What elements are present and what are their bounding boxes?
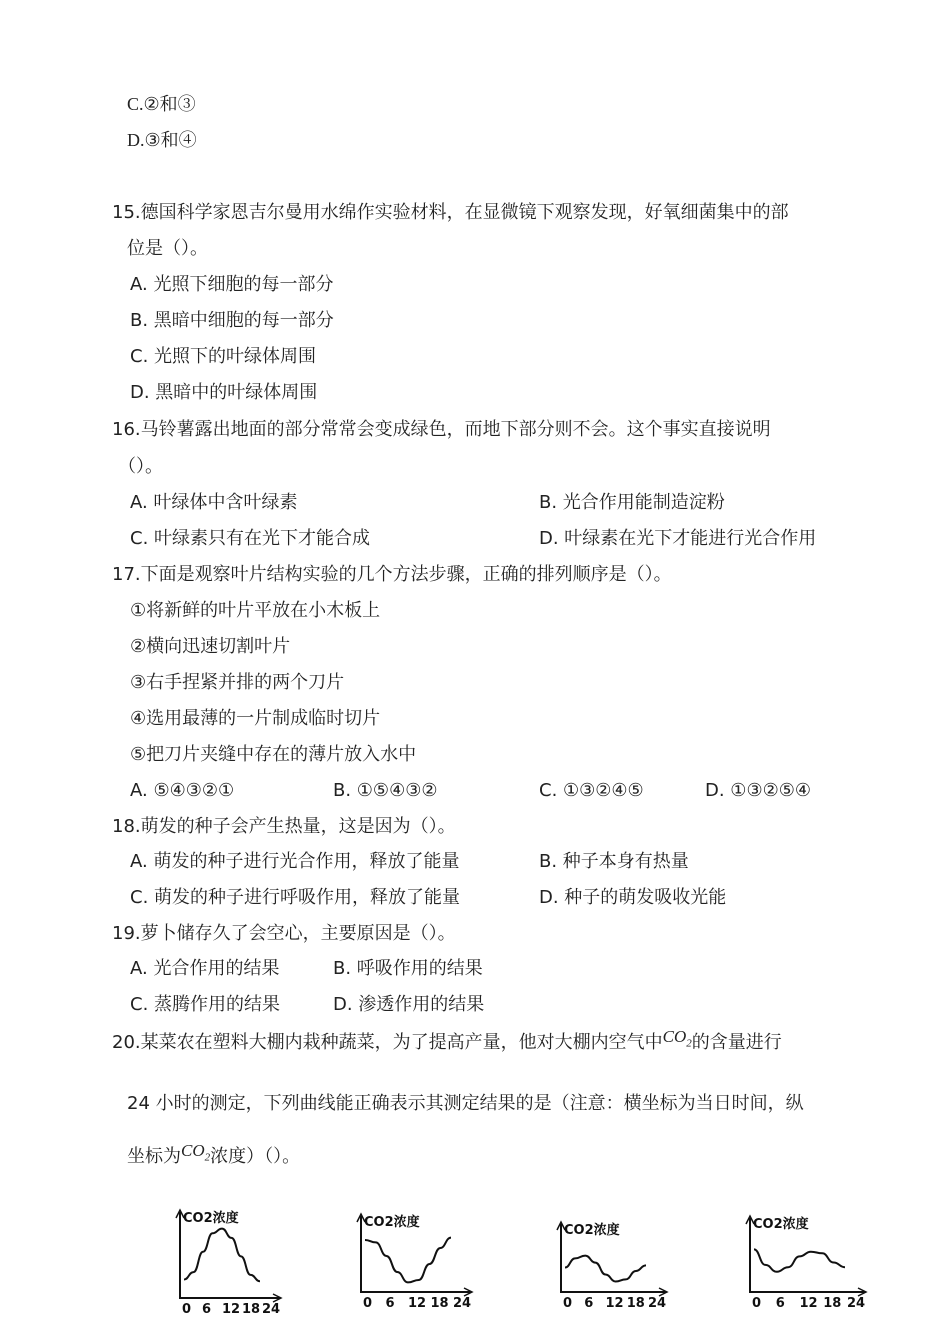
q14-option-d: D.③和④: [127, 130, 197, 150]
q20-line1-text-a: 20.某菜农在塑料大棚内栽种蔬菜，为了提高产量，他对大棚内空气中: [112, 1032, 663, 1053]
q18-stem: 18.萌发的种子会产生热量，这是因为（）。: [112, 816, 456, 837]
q18-option-c: C. 萌发的种子进行呼吸作用，释放了能量: [130, 887, 461, 908]
q16-option-c: C. 叶绿素只有在光下才能合成: [130, 528, 371, 549]
q16-stem-line2: （）。: [118, 456, 163, 477]
y-axis-label: CO2浓度: [183, 1211, 239, 1226]
q17-option-c: C. ①③②④⑤: [539, 780, 644, 801]
x-tick-label: 12: [222, 1302, 241, 1317]
x-tick-label: 0: [182, 1302, 192, 1317]
x-tick-label: 18: [430, 1296, 449, 1311]
x-tick-label: 24: [262, 1302, 281, 1317]
q14-option-c: C.②和③: [127, 94, 196, 114]
x-tick-label: 0: [752, 1296, 762, 1311]
q15-stem-line1: 15.德国科学家恩吉尔曼用水绵作实验材料，在显微镜下观察发现，好氧细菌集中的部: [112, 202, 789, 223]
q17-option-d: D. ①③②⑤④: [705, 780, 811, 801]
x-tick-label: 24: [453, 1296, 472, 1311]
q17-option-b: B. ①⑤④③②: [333, 780, 438, 801]
q16-option-a: A. 叶绿体中含叶绿素: [130, 492, 298, 513]
x-tick-label: 18: [823, 1296, 842, 1311]
q20-stem-line1: [112, 1027, 782, 1061]
q15-stem-line2: 位是（）。: [127, 238, 208, 259]
q16-stem-line1: 16.马铃薯露出地面的部分常常会变成绿色，而地下部分则不会。这个事实直接说明: [112, 419, 771, 440]
x-tick-label: 24: [648, 1296, 667, 1311]
co2-formula: $CO_2$: [662, 1027, 692, 1050]
co2-graph-b: [353, 1210, 483, 1315]
q20-stem-line2: 24 小时的测定，下列曲线能正确表示其测定结果的是（注意：横坐标为当日时间，纵: [127, 1093, 804, 1114]
q17-step-2: ②横向迅速切割叶片: [130, 636, 291, 657]
q19-option-b: B. 呼吸作用的结果: [333, 958, 483, 979]
x-tick-label: 18: [242, 1302, 261, 1317]
co2-curve: [565, 1256, 646, 1282]
q15-option-c: C. 光照下的叶绿体周围: [130, 346, 317, 367]
q20-stem-line3: [127, 1141, 301, 1175]
q17-step-1: ①将新鲜的叶片平放在小木板上: [130, 600, 381, 621]
q20-line3-text-b: 浓度）（）。: [210, 1146, 301, 1167]
q18-option-b: B. 种子本身有热量: [539, 851, 689, 872]
q16-option-b: B. 光合作用能制造淀粉: [539, 492, 725, 513]
q19-option-c: C. 蒸腾作用的结果: [130, 994, 281, 1015]
co2-formula: $CO_2$: [181, 1141, 211, 1164]
q20-line1-text-b: 的含量进行: [691, 1032, 782, 1053]
q17-step-5: ⑤把刀片夹缝中存在的薄片放入水中: [130, 744, 417, 765]
x-tick-label: 24: [847, 1296, 866, 1311]
q17-option-a: A. ⑤④③②①: [130, 780, 235, 801]
q19-option-a: A. 光合作用的结果: [130, 958, 280, 979]
x-tick-label: 12: [408, 1296, 427, 1311]
co2-graph-c: [553, 1218, 678, 1315]
x-tick-label: 6: [775, 1296, 785, 1311]
co2-graph-a: [172, 1206, 292, 1321]
x-tick-label: 12: [605, 1296, 624, 1311]
x-tick-label: 6: [385, 1296, 395, 1311]
x-tick-label: 0: [563, 1296, 573, 1311]
q19-stem: 19.萝卜储存久了会空心，主要原因是（）。: [112, 923, 456, 944]
x-tick-label: 6: [202, 1302, 212, 1317]
co2-graph-d: [742, 1212, 877, 1315]
co2-curve: [365, 1238, 451, 1283]
q20-line3-text-a: 坐标为: [127, 1146, 181, 1167]
q17-step-3: ③右手捏紧并排的两个刀片: [130, 672, 345, 693]
q16-option-d: D. 叶绿素在光下才能进行光合作用: [539, 528, 817, 549]
y-axis-label: CO2浓度: [753, 1217, 809, 1232]
q15-option-b: B. 黑暗中细胞的每一部分: [130, 310, 334, 331]
q18-option-a: A. 萌发的种子进行光合作用，释放了能量: [130, 851, 460, 872]
q15-option-a: A. 光照下细胞的每一部分: [130, 274, 334, 295]
y-axis-label: CO2浓度: [564, 1223, 620, 1238]
y-axis-label: CO2浓度: [364, 1215, 420, 1230]
x-tick-label: 18: [626, 1296, 645, 1311]
co2-curve: [184, 1229, 260, 1282]
q15-option-d: D. 黑暗中的叶绿体周围: [130, 382, 318, 403]
x-tick-label: 12: [799, 1296, 818, 1311]
q17-step-4: ④选用最薄的一片制成临时切片: [130, 708, 381, 729]
co2-curve: [754, 1249, 845, 1271]
q17-stem: 17.下面是观察叶片结构实验的几个方法步骤，正确的排列顺序是（）。: [112, 564, 672, 585]
x-tick-label: 0: [363, 1296, 373, 1311]
x-tick-label: 6: [584, 1296, 594, 1311]
q19-option-d: D. 渗透作用的结果: [333, 994, 485, 1015]
q18-option-d: D. 种子的萌发吸收光能: [539, 887, 727, 908]
